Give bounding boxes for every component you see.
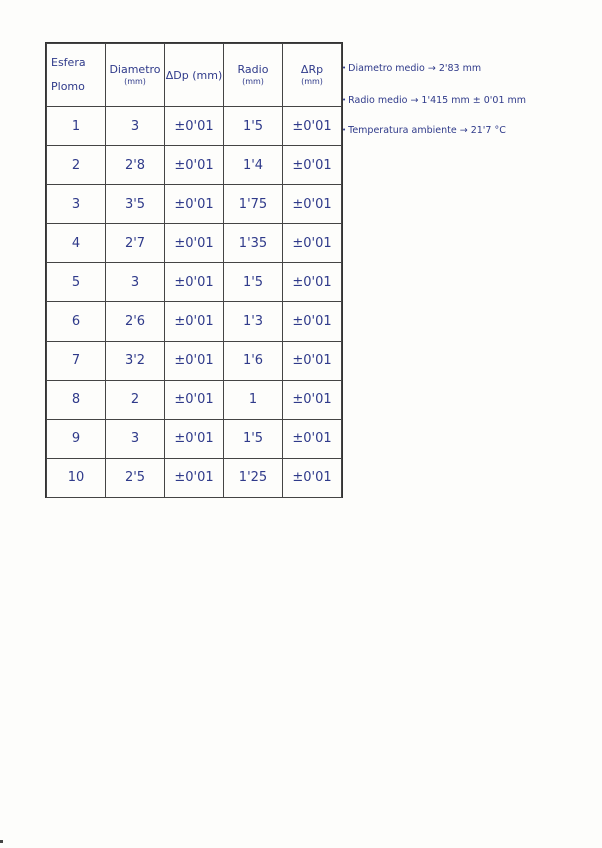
table-row: [47, 302, 342, 341]
cell-sphere: 10: [47, 458, 106, 497]
cell-delta-radius: ±0'01: [283, 341, 342, 380]
cell-sphere: 5: [47, 263, 106, 302]
header-delta-radius-line1: ΔRp: [300, 62, 324, 76]
header-delta-diameter: [165, 44, 224, 107]
cell-radius: 1'75: [224, 185, 283, 224]
table-body: [47, 107, 342, 498]
table-row: [47, 185, 342, 224]
header-radius-line1: Radio: [237, 62, 269, 76]
cell-sphere: 8: [47, 380, 106, 419]
cell-radius: 1'5: [224, 263, 283, 302]
cell-radius: 1'6: [224, 341, 283, 380]
paper-edge-mark: [0, 840, 3, 843]
cell-delta-radius: ±0'01: [283, 458, 342, 497]
header-delta-radius-unit: (mm): [301, 76, 323, 86]
cell-delta-diameter: ±0'01: [165, 380, 224, 419]
table-row: [47, 380, 342, 419]
header-radius: [224, 44, 283, 107]
cell-delta-diameter: ±0'01: [165, 458, 224, 497]
note-ambient-temperature: [342, 126, 506, 136]
note-mean-radius: [342, 96, 526, 106]
cell-diameter: 3: [106, 107, 165, 146]
cell-delta-radius: ±0'01: [283, 263, 342, 302]
header-delta-diameter-text: ΔDp (mm): [165, 68, 223, 82]
cell-sphere: 4: [47, 224, 106, 263]
note-text: Temperatura ambiente → 21'7 °C: [348, 125, 506, 136]
header-sphere-line1: Esfera: [51, 55, 86, 69]
table-header-row: [47, 44, 342, 107]
header-sphere: [47, 44, 106, 107]
table-row: [47, 341, 342, 380]
measurement-table: [45, 42, 343, 498]
cell-diameter: 3: [106, 263, 165, 302]
cell-radius: 1'5: [224, 419, 283, 458]
cell-delta-radius: ±0'01: [283, 224, 342, 263]
cell-delta-radius: ±0'01: [283, 302, 342, 341]
header-radius-unit: (mm): [242, 76, 264, 86]
cell-sphere: 9: [47, 419, 106, 458]
cell-delta-diameter: ±0'01: [165, 302, 224, 341]
cell-delta-radius: ±0'01: [283, 380, 342, 419]
table-row: [47, 107, 342, 146]
cell-delta-radius: ±0'01: [283, 185, 342, 224]
table-row: [47, 458, 342, 497]
note-text: Diametro medio → 2'83 mm: [348, 63, 482, 74]
note-mean-diameter: [342, 64, 481, 74]
cell-sphere: 6: [47, 302, 106, 341]
cell-delta-diameter: ±0'01: [165, 224, 224, 263]
cell-diameter: 2'7: [106, 224, 165, 263]
cell-delta-radius: ±0'01: [283, 146, 342, 185]
cell-diameter: 2'8: [106, 146, 165, 185]
cell-sphere: 3: [47, 185, 106, 224]
cell-delta-diameter: ±0'01: [165, 146, 224, 185]
cell-delta-diameter: ±0'01: [165, 419, 224, 458]
header-diameter-line1: Diametro: [109, 62, 161, 76]
cell-delta-diameter: ±0'01: [165, 263, 224, 302]
header-diameter-unit: (mm): [124, 76, 146, 86]
cell-sphere: 1: [47, 107, 106, 146]
cell-diameter: 2: [106, 380, 165, 419]
table-row: [47, 263, 342, 302]
cell-radius: 1'4: [224, 146, 283, 185]
cell-sphere: 7: [47, 341, 106, 380]
cell-diameter: 3'2: [106, 341, 165, 380]
bullet-icon: •: [342, 96, 347, 105]
cell-radius: 1'35: [224, 224, 283, 263]
cell-radius: 1'3: [224, 302, 283, 341]
cell-diameter: 3: [106, 419, 165, 458]
cell-delta-diameter: ±0'01: [165, 341, 224, 380]
cell-sphere: 2: [47, 146, 106, 185]
cell-radius: 1'25: [224, 458, 283, 497]
table-row: [47, 146, 342, 185]
cell-delta-radius: ±0'01: [283, 419, 342, 458]
header-delta-radius: [283, 44, 342, 107]
bullet-icon: •: [342, 64, 347, 73]
cell-radius: 1'5: [224, 107, 283, 146]
cell-delta-diameter: ±0'01: [165, 107, 224, 146]
cell-radius: 1: [224, 380, 283, 419]
header-sphere-line2: Plomo: [51, 80, 85, 93]
note-text: Radio medio → 1'415 mm ± 0'01 mm: [348, 95, 527, 106]
table-row: [47, 224, 342, 263]
cell-diameter: 3'5: [106, 185, 165, 224]
cell-delta-diameter: ±0'01: [165, 185, 224, 224]
cell-diameter: 2'6: [106, 302, 165, 341]
bullet-icon: •: [342, 126, 347, 135]
header-diameter: [106, 44, 165, 107]
cell-diameter: 2'5: [106, 458, 165, 497]
table-row: [47, 419, 342, 458]
measurement-table-grid: [46, 43, 342, 498]
cell-delta-radius: ±0'01: [283, 107, 342, 146]
